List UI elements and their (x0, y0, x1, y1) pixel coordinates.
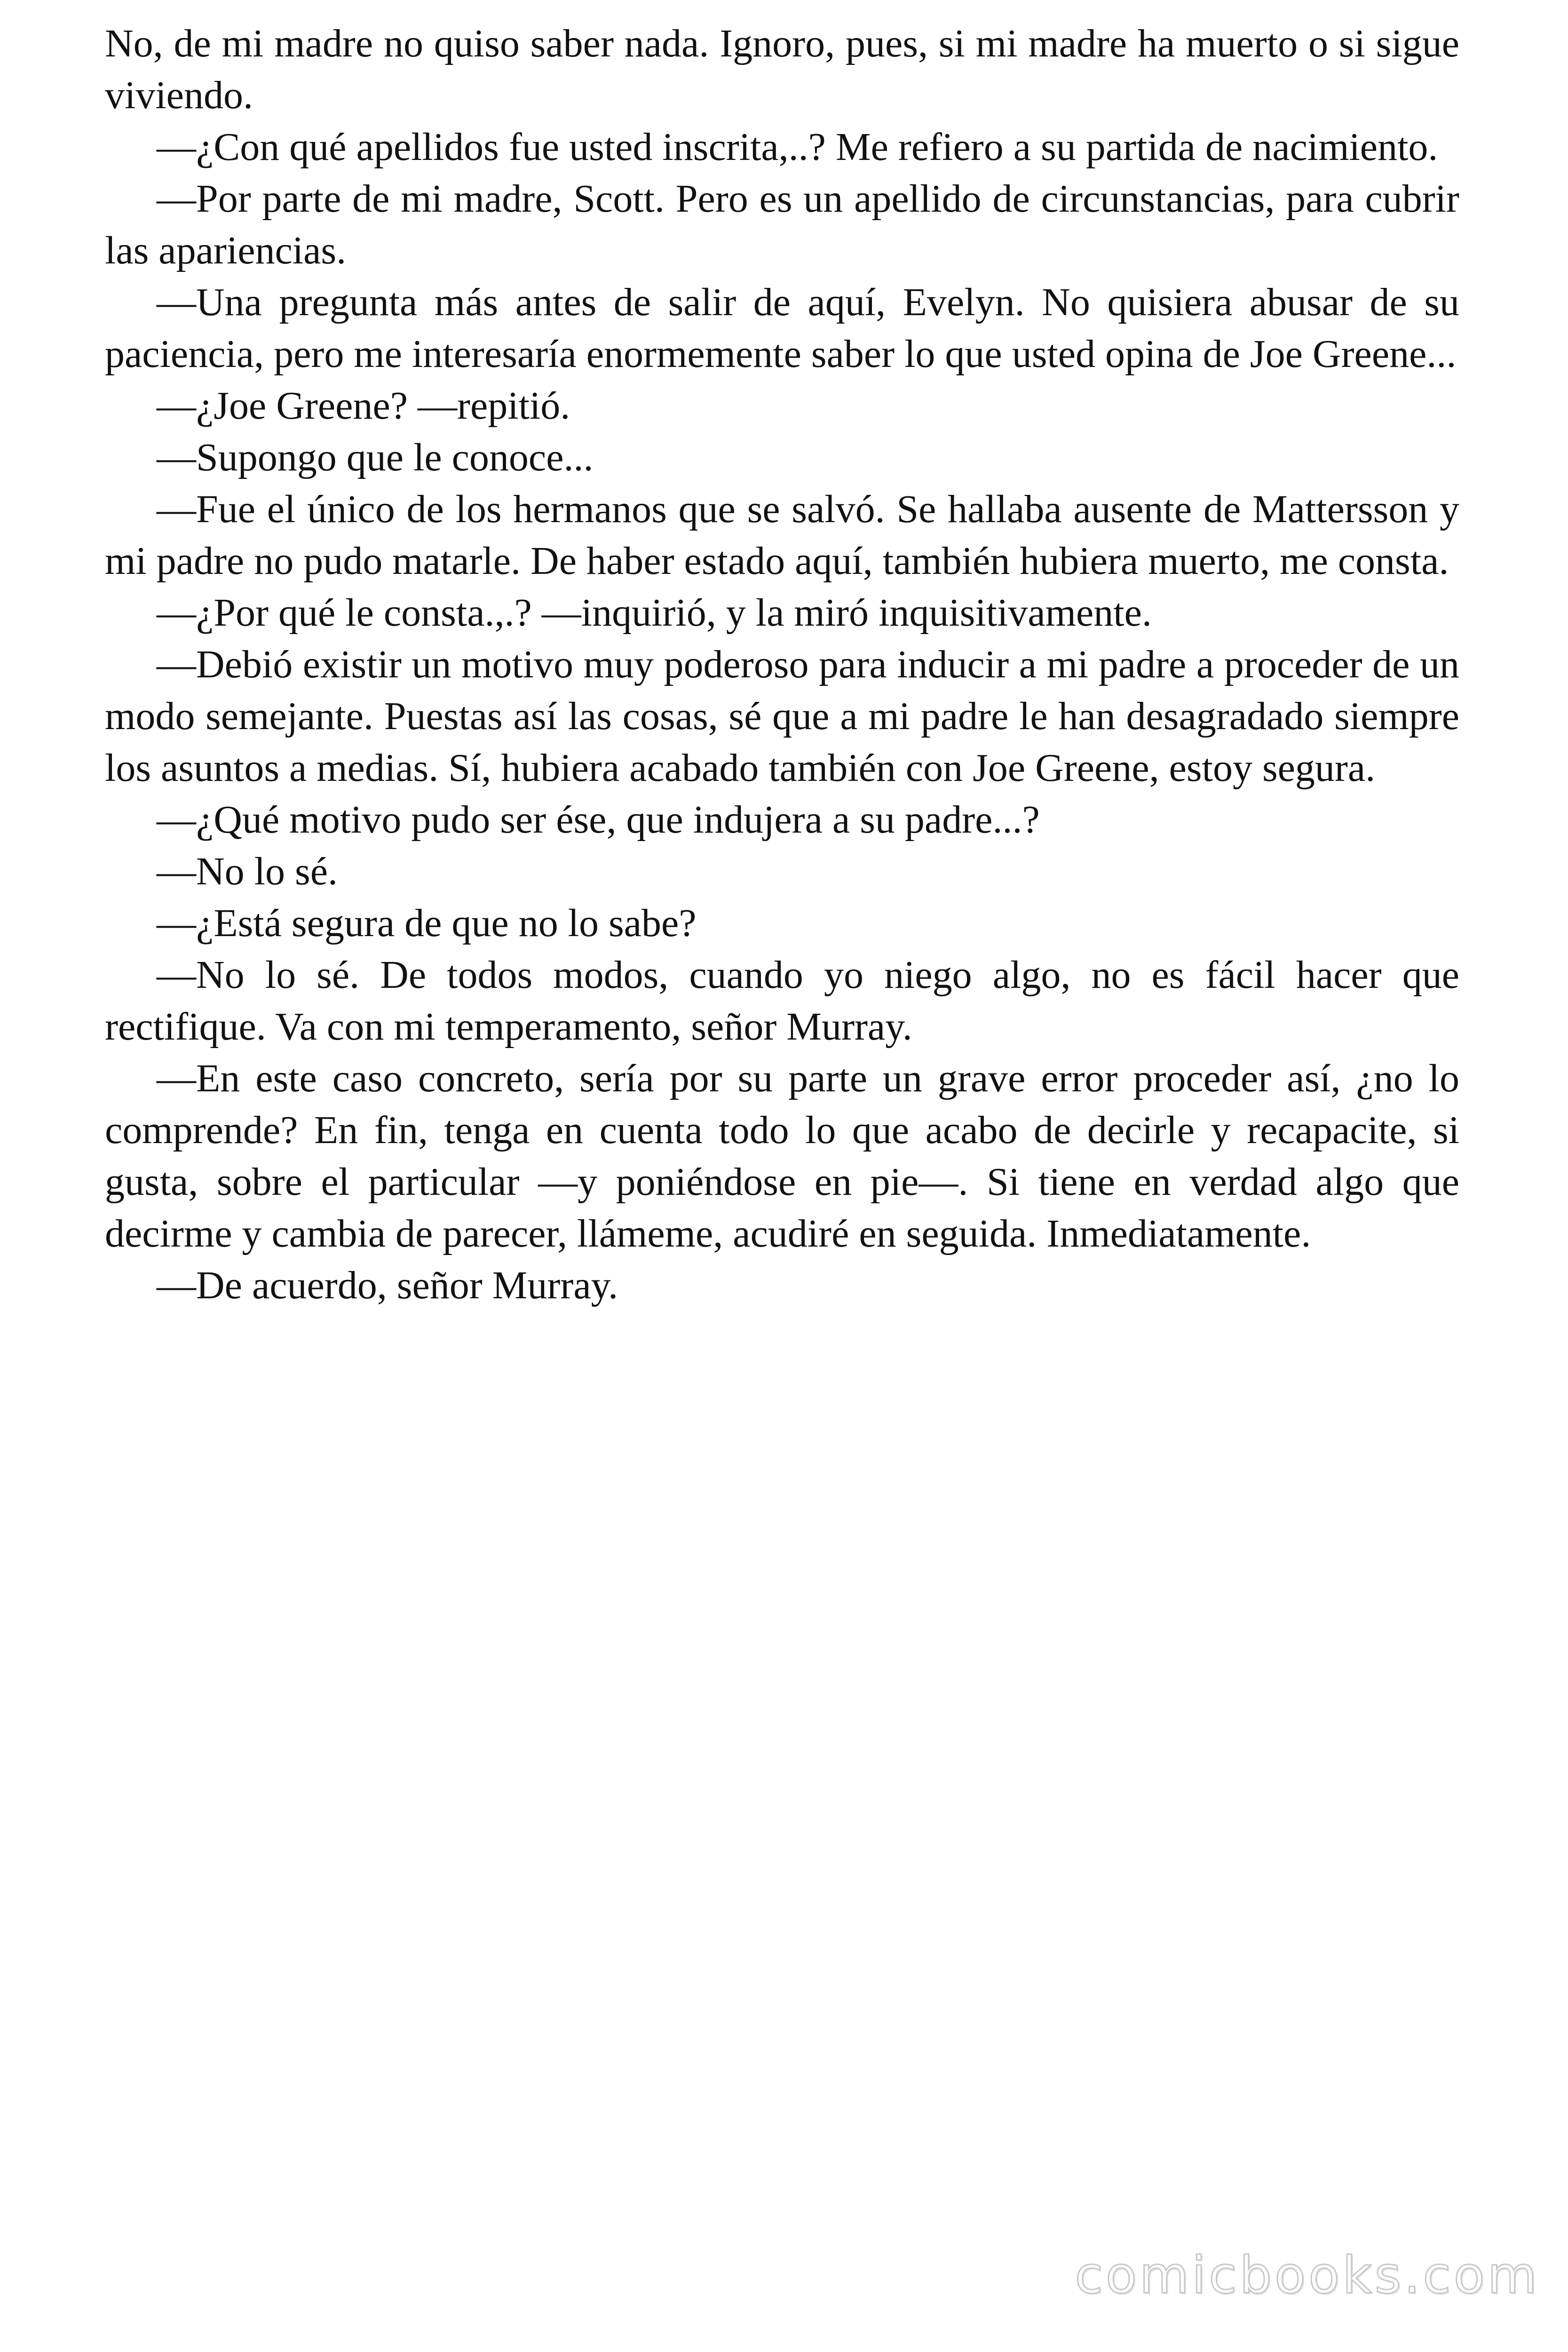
paragraph: —¿Por qué le consta.,.? —inquirió, y la miró inquisitivamente. (157, 591, 1152, 635)
paragraph: —Supongo que le conoce... (157, 436, 594, 479)
paragraph: —No lo sé. De todos modos, cuando yo niego algo, no es fácil hacer que rectifique. Va con mi temperamento, señor Murray. (105, 953, 1459, 1049)
watermark-logo: comicbooks.com (1075, 2246, 1540, 2305)
paragraph: —En este caso concreto, sería por su parte un grave error proceder así, ¿no lo comprende? En fin, tenga en cuenta todo lo que acabo de decirle y recapacite, si gusta, sobre el particular —y poniéndose en pie—. Si tiene en verdad algo que decirme y cambia de parecer, llámeme, acudiré en seguida. Inmediatamente. (105, 1057, 1459, 1255)
paragraph: —De acuerdo, señor Murray. (157, 1263, 618, 1307)
paragraph: —¿Qué motivo pudo ser ése, que indujera a su padre...? (157, 798, 1040, 842)
body-text (105, 18, 1459, 1311)
paragraph: —Fue el único de los hermanos que se salvó. Se hallaba ausente de Mattersson y mi padre no pudo matarle. De haber estado aquí, también hubiera muerto, me consta. (105, 487, 1459, 583)
paragraph: —¿Está segura de que no lo sabe? (157, 901, 697, 945)
paragraph: —¿Con qué apellidos fue usted inscrita,..? Me refiero a su partida de nacimiento. (157, 125, 1438, 169)
paragraph: —¿Joe Greene? —repitió. (157, 384, 570, 428)
paragraph: —Por parte de mi madre, Scott. Pero es un apellido de circunstancias, para cubrir las apariencias. (105, 177, 1459, 272)
paragraph: —Una pregunta más antes de salir de aquí, Evelyn. No quisiera abusar de su paciencia, pero me interesaría enormemente saber lo que usted opina de Joe Greene... (105, 280, 1459, 376)
paragraph: —Debió existir un motivo muy poderoso para inducir a mi padre a proceder de un modo semejante. Puestas así las cosas, sé que a mi padre le han desagradado siempre los asuntos a medias. Sí, hubiera acabado también con Joe Greene, estoy segura. (105, 643, 1459, 790)
paragraph: No, de mi madre no quiso saber nada. Ignoro, pues, si mi madre ha muerto o si sigue viviendo. (105, 22, 1459, 117)
paragraph: —No lo sé. (157, 850, 338, 893)
